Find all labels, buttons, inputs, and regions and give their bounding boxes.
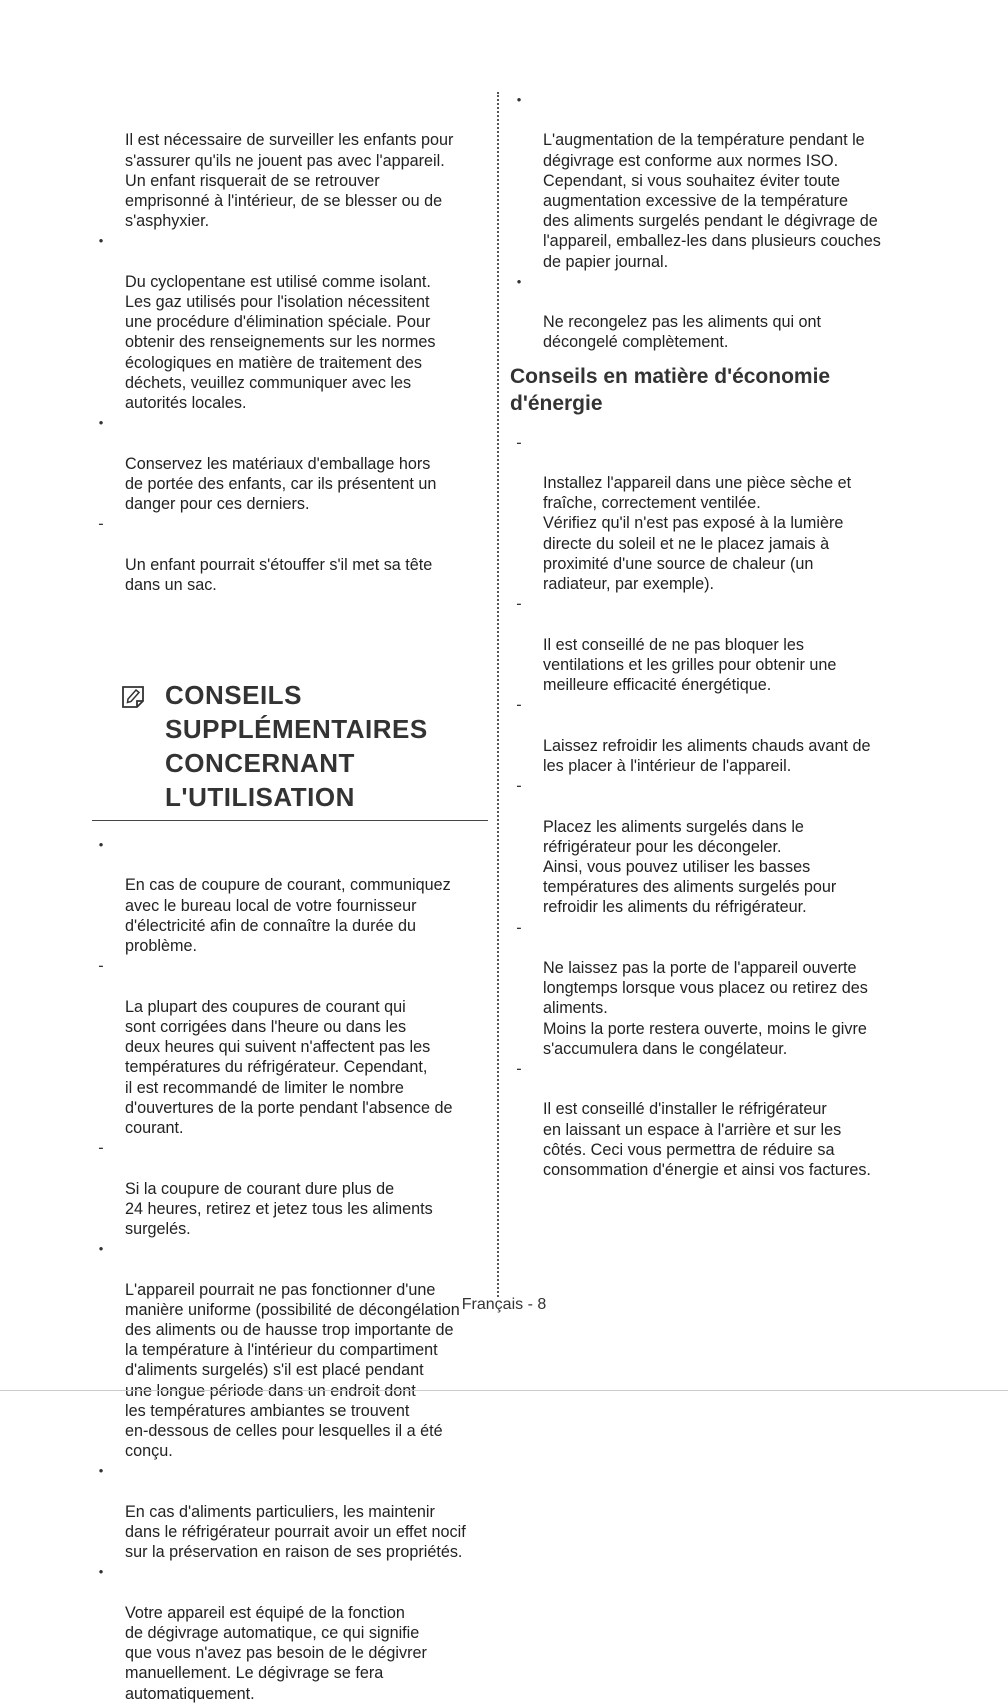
list-item-text: Placez les aliments surgelés dans le réfrigérateur pour les décongeler. Ainsi, vous pouvez utiliser les basses températures des aliments surgelés pour refroidir les aliments du réfrigérateur. <box>543 817 837 917</box>
dash-marker: - <box>516 696 522 715</box>
list-item <box>92 1138 488 1239</box>
dash-marker: - <box>516 777 522 796</box>
section-title-energy: Conseils en matière d'économie d'énergie <box>510 364 831 415</box>
list-item-text: En cas de coupure de courant, communiquez avec le bureau local de votre fournisseur d'électricité afin de connaître la durée du problème. <box>125 876 451 956</box>
left-column <box>92 90 488 1704</box>
bullet-marker: • <box>98 1463 104 1479</box>
list-item <box>510 776 910 917</box>
note-icon <box>120 684 146 710</box>
list-item <box>510 90 910 272</box>
list-item-text: L'augmentation de la température pendant le dégivrage est conforme aux normes ISO. Cependant, si vous souhaitez éviter toute augmentation excessive de la température des aliments surgelés pendant le dégivrage de l'appareil, emballez-les dans plusieurs couches de papier journal. <box>543 131 881 271</box>
right-intro-list <box>510 90 910 353</box>
list-item-text: Il est nécessaire de surveiller les enfants pour s'assurer qu'ils ne jouent pas avec l'appareil. Un enfant risquerait de se retrouver emprisonné à l'intérieur, de se blesser ou de s'asphyxier. <box>125 131 454 231</box>
dash-marker: - <box>516 1059 522 1078</box>
bullet-marker: • <box>98 415 104 431</box>
page-bottom-rule <box>0 1390 1008 1391</box>
list-item <box>92 835 488 956</box>
list-item-text: Ne laissez pas la porte de l'appareil ouverte longtemps lorsque vous placez ou retirez des aliments. Moins la porte restera ouverte, moins le givre s'accumulera dans le congélateur. <box>543 958 868 1058</box>
bullet-marker: • <box>516 273 522 289</box>
list-item-text: Installez l'appareil dans une pièce sèche et fraîche, correctement ventilée. Vérifiez qu'il n'est pas exposé à la lumière directe du soleil et ne le placez jamais à proximité d'une source de chaleur (un radiateur, par exemple). <box>543 474 852 594</box>
section-title: CONSEILS SUPPLÉMENTAIRES CONCERNANT L'UTILISATION <box>165 680 428 813</box>
section-heading-usage-tips <box>92 678 488 821</box>
list-item <box>92 514 488 595</box>
list-item-text: Du cyclopentane est utilisé comme isolant. Les gaz utilisés pour l'isolation nécessitent une procédure d'élimination spéciale. Pour obtenir des renseignements sur les normes écologiques en matière de traitement des déchets, veuillez communiquer avec les autorités locales. <box>125 272 436 413</box>
left-intro-list <box>92 90 488 595</box>
list-item-text: Il est conseillé de ne pas bloquer les ventilations et les grilles pour obtenir une meilleure efficacité énergétique. <box>543 635 837 695</box>
list-item <box>92 90 488 231</box>
list-item <box>92 956 488 1138</box>
dash-marker: - <box>98 515 104 534</box>
list-item <box>92 1239 488 1461</box>
list-item <box>510 1059 910 1180</box>
bullet-marker: • <box>98 1241 104 1257</box>
bullet-marker: • <box>98 837 104 853</box>
list-item-text: En cas d'aliments particuliers, les maintenir dans le réfrigérateur pourrait avoir un effet nocif sur la préservation en raison de ses propriétés. <box>125 1502 466 1562</box>
list-item <box>510 272 910 353</box>
list-item <box>510 695 910 776</box>
dash-marker: - <box>98 1139 104 1158</box>
bullet-marker: • <box>516 92 522 107</box>
list-item-text: Si la coupure de courant dure plus de 24 heures, retirez et jetez tous les aliments surgelés. <box>125 1179 433 1238</box>
right-column <box>510 90 910 1180</box>
list-item-text: Il est conseillé d'installer le réfrigérateur en laissant un espace à l'arrière et sur les côtés. Ceci vous permettra de réduire sa consommation d'énergie et ainsi vos factures. <box>543 1100 871 1179</box>
bullet-marker: • <box>98 1564 104 1580</box>
list-item <box>92 231 488 413</box>
dash-marker: - <box>98 957 104 976</box>
list-item-text: Conservez les matériaux d'emballage hors de portée des enfants, car ils présentent un danger pour ces derniers. <box>125 454 437 514</box>
dash-marker: - <box>516 918 522 937</box>
right-energy-list <box>510 433 910 1181</box>
list-item-text: Un enfant pourrait s'étouffer s'il met sa tête dans un sac. <box>125 555 433 594</box>
list-item-text: Laissez refroidir les aliments chauds avant de les placer à l'intérieur de l'appareil. <box>543 736 871 775</box>
list-item <box>510 594 910 695</box>
section-divider <box>92 820 488 821</box>
bullet-marker: • <box>98 233 104 249</box>
list-item <box>510 918 910 1059</box>
list-item <box>92 413 488 514</box>
list-item-text: L'appareil pourrait ne pas fonctionner d'une manière uniforme (possibilité de décongélation des aliments ou de hausse trop importante de la température à l'intérieur du compartiment d'aliments surgelés) s'il est placé pendant une longue période dans un endroit dont les températures ambiantes se trouvent en-dessous de celles pour lesquelles il a été conçu. <box>125 1280 460 1461</box>
column-divider <box>497 92 499 1297</box>
list-item-text: La plupart des coupures de courant qui sont corrigées dans l'heure ou dans les deux heures qui suivent n'affectent pas les températures du réfrigérateur. Cependant, il est recommandé de limiter le nombre d'ouvertures de la porte pendant l'absence de courant. <box>125 997 453 1137</box>
list-item <box>510 433 910 595</box>
list-item-text: Ne recongelez pas les aliments qui ont décongelé complètement. <box>543 313 822 352</box>
list-item <box>92 1461 488 1562</box>
list-item <box>92 1562 488 1703</box>
left-usage-list <box>92 835 488 1704</box>
list-item-text: Votre appareil est équipé de la fonction de dégivrage automatique, ce qui signifie que vous n'avez pas besoin de le dégivrer manuellement. Le dégivrage se fera automatiquement. <box>125 1603 427 1703</box>
dash-marker: - <box>516 433 522 452</box>
dash-marker: - <box>516 595 522 614</box>
page-footer: Français - 8 <box>461 1296 547 1313</box>
